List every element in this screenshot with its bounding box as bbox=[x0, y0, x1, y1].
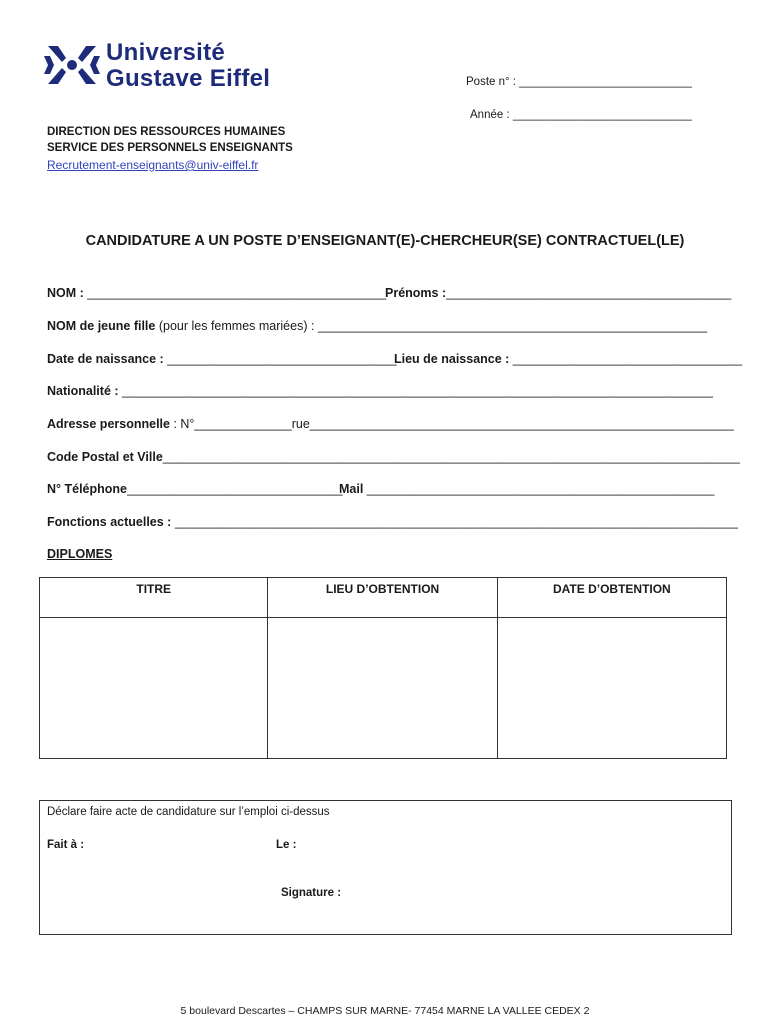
col-lieu: LIEU D’OBTENTION bbox=[268, 578, 497, 618]
page-title: CANDIDATURE A UN POSTE D’ENSEIGNANT(E)-CHERCHEUR(SE) CONTRACTUEL(LE) bbox=[85, 233, 685, 249]
recruitment-email-link[interactable]: Recrutement-enseignants@univ-eiffel.fr bbox=[47, 158, 259, 172]
logo-line-1: Université bbox=[106, 39, 226, 66]
university-logo bbox=[44, 40, 284, 96]
footer-address: 5 boulevard Descartes – CHAMPS SUR MARNE- 77454 MARNE LA VALLEE CEDEX 2 bbox=[180, 1005, 590, 1017]
logo-line-2: Gustave Eiffel bbox=[106, 65, 271, 92]
nom-line[interactable]: ___________________________________________ bbox=[83, 286, 387, 300]
dept-line-2: SERVICE DES PERSONNELS ENSEIGNANTS bbox=[47, 142, 293, 154]
nationalite-label: Nationalité : bbox=[47, 384, 119, 398]
lieu-label: Lieu de naissance : bbox=[394, 352, 510, 366]
adresse-row[interactable] bbox=[47, 417, 734, 431]
table-header-row bbox=[40, 578, 727, 618]
mail-line[interactable]: __________________________________________________ bbox=[363, 482, 715, 496]
lieu-naissance-row[interactable] bbox=[394, 352, 742, 366]
cp-label: Code Postal et Ville bbox=[47, 450, 163, 464]
cell-lieu[interactable] bbox=[268, 618, 497, 759]
prenoms-row[interactable] bbox=[385, 286, 731, 300]
mail-row[interactable] bbox=[339, 482, 714, 496]
prenoms-line[interactable]: _________________________________________ bbox=[446, 286, 732, 300]
naissance-row[interactable] bbox=[47, 352, 397, 366]
tel-line[interactable]: _______________________________ bbox=[127, 482, 343, 496]
mail-label: Mail bbox=[339, 482, 364, 496]
logo-wordmark bbox=[106, 40, 270, 92]
naissance-label: Date de naissance : bbox=[47, 352, 164, 366]
nationalite-row[interactable] bbox=[47, 384, 713, 398]
nom-label: NOM : bbox=[47, 286, 84, 300]
declaration-box bbox=[39, 800, 732, 935]
signature-label[interactable]: Signature : bbox=[281, 887, 342, 899]
table-row bbox=[40, 618, 727, 759]
jeune-fille-row[interactable] bbox=[47, 319, 707, 333]
naissance-line[interactable]: _________________________________ bbox=[163, 352, 397, 366]
le-label[interactable]: Le : bbox=[276, 839, 297, 851]
col-titre: TITRE bbox=[40, 578, 268, 618]
fonctions-label: Fonctions actuelles : bbox=[47, 515, 172, 529]
diplomes-table bbox=[39, 577, 727, 759]
annee-field[interactable]: Année : ____________________________ bbox=[470, 109, 692, 121]
tel-label: N° Téléphone bbox=[47, 482, 128, 496]
adresse-label: Adresse personnelle bbox=[47, 417, 170, 431]
declaration-text: Déclare faire acte de candidature sur l’emploi ci-dessus bbox=[47, 806, 330, 818]
lieu-line[interactable]: _________________________________ bbox=[509, 352, 743, 366]
prenoms-label: Prénoms : bbox=[385, 286, 447, 300]
nationalite-line[interactable]: _____________________________________________________________________________________ bbox=[118, 384, 713, 398]
fait-a-label[interactable]: Fait à : bbox=[47, 839, 85, 851]
code-postal-row[interactable] bbox=[47, 450, 740, 464]
cell-titre[interactable] bbox=[40, 618, 268, 759]
fonctions-line[interactable]: _________________________________________________________________________________ bbox=[171, 515, 738, 529]
telephone-row[interactable] bbox=[47, 482, 343, 496]
jeune-fille-line[interactable]: (pour les femmes mariées) : ________________________________________________________ bbox=[155, 319, 708, 333]
fonctions-row[interactable] bbox=[47, 515, 738, 529]
cell-date[interactable] bbox=[497, 618, 726, 759]
jeune-fille-label: NOM de jeune fille bbox=[47, 319, 156, 333]
cp-line[interactable]: ___________________________________________________________________________________ bbox=[162, 450, 740, 464]
nom-row[interactable] bbox=[47, 286, 386, 300]
col-date: DATE D’OBTENTION bbox=[497, 578, 726, 618]
logo-mark-icon bbox=[44, 44, 100, 88]
dept-line-1: DIRECTION DES RESSOURCES HUMAINES bbox=[47, 126, 286, 138]
diplomes-heading: DIPLOMES bbox=[47, 547, 113, 561]
poste-field[interactable]: Poste n° : ___________________________ bbox=[466, 76, 692, 88]
adresse-line[interactable]: : N°______________rue_____________________________________________________________ bbox=[169, 417, 734, 431]
